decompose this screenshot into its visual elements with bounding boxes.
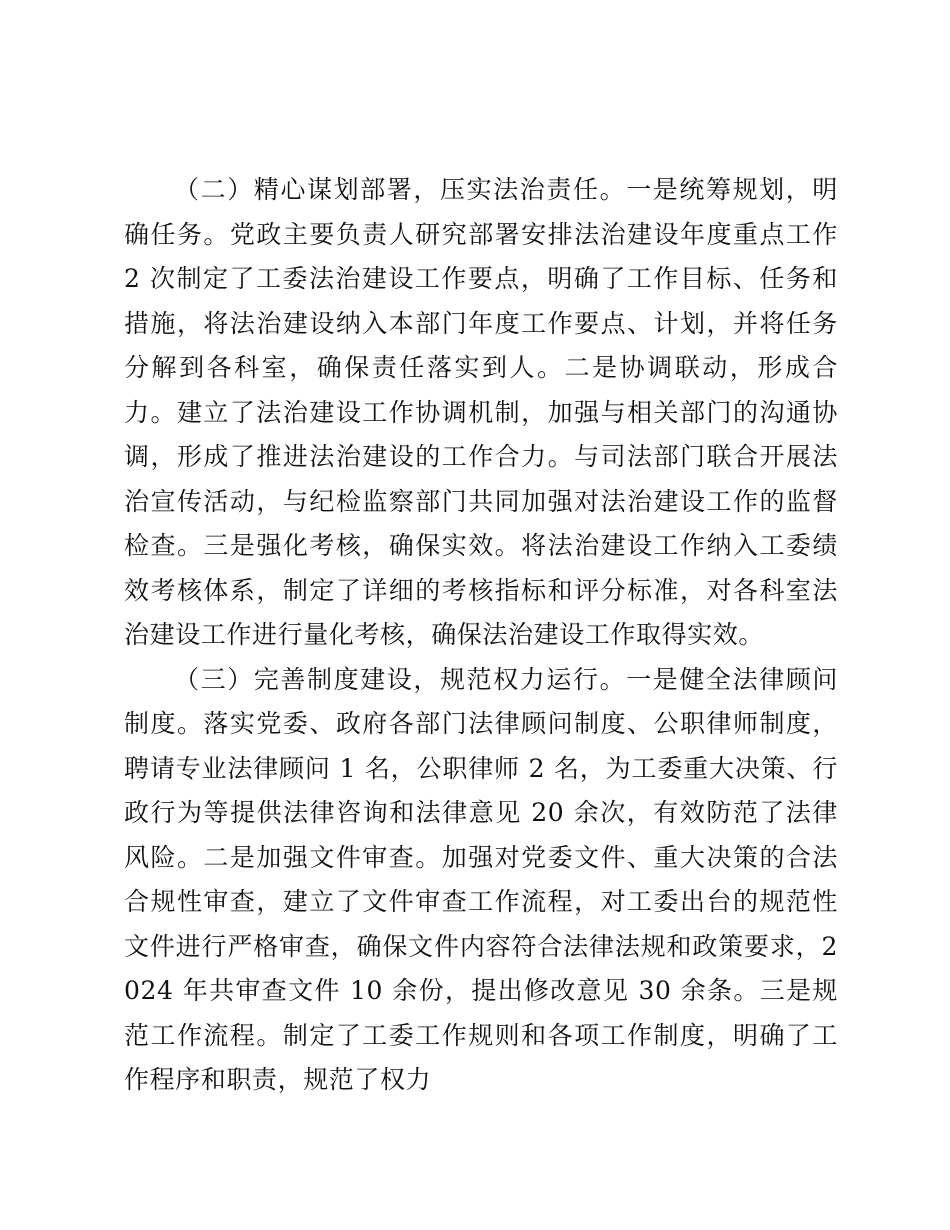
paragraph-section-2: （二）精心谋划部署，压实法治责任。一是统筹规划，明确任务。党政主要负责人研究部署安排法治建设年度重点工作 2 次制定了工委法治建设工作要点，明确了工作目标、任务和措施，将法治建设纳入本部门年度工作要点、计划，并将任务分解到各科室，确保责任落实到人。二是协调联动，形成合力。建立了法治建设工作协调机制，加强与相关部门的沟通协调，形成了推进法治建设的工作合力。与司法部门联合开展法治宣传活动，与纪检监察部门共同加强对法治建设工作的监督检查。三是强化考核，确保实效。将法治建设工作纳入工委绩效考核体系，制定了详细的考核指标和评分标准，对各科室法治建设工作进行量化考核，确保法治建设工作取得实效。 xyxy=(124,175,838,649)
paragraph-section-3: （三）完善制度建设，规范权力运行。一是健全法律顾问制度。落实党委、政府各部门法律顾问制度、公职律师制度，聘请专业法律顾问 1 名，公职律师 2 名，为工委重大决策、行政行为等提供法律咨询和法律意见 20 余次，有效防范了法律风险。二是加强文件审查。加强对党委文件、重大决策的合法合规性审查，建立了文件审查工作流程，对工委出台的规范性文件进行严格审查，确保文件内容符合法律法规和政策要求，2024 年共审查文件 10 余份，提出修改意见 30 余条。三是规范工作流程。制定了工委工作规则和各项工作制度，明确了工作程序和职责，规范了权力 xyxy=(124,664,838,1094)
document-body xyxy=(124,168,838,1103)
